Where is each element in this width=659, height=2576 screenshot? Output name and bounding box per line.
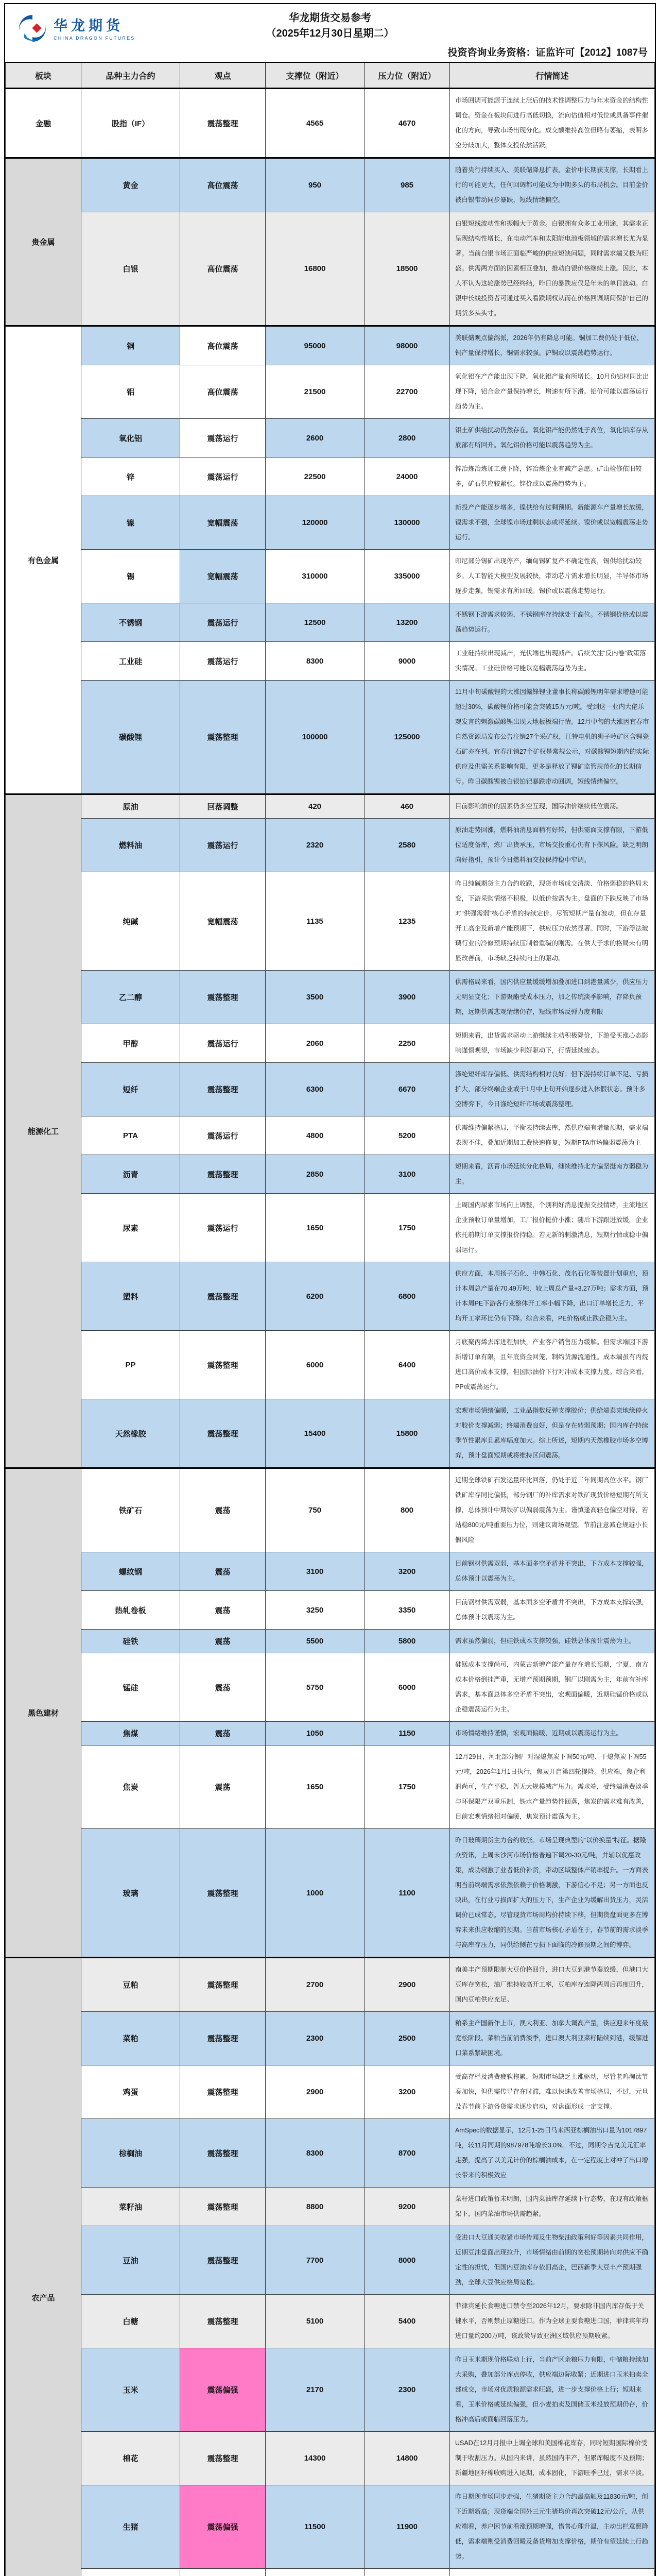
summary-cell: 短期来看，沥青市场延续分化格局，继续维持北方偏坚挺南方弱稳为主。	[450, 1155, 655, 1194]
summary-cell: 11月中旬碳酸锂的大涨因赣锋锂业董事长称碳酸锂明年需求增速可能超过30%，碳酸锂价格可能会突破15万元/吨。受到这一业内大佬乐观发言的刺激碳酸锂出现天地板极端行情。12月中旬的大涨因宜春市自然资源局发布公告注销27个采矿权，江特电机的狮子岭矿区含锂瓷石矿亦在列。宜春注销27个矿权是常规公示，对碳酸锂短期内的实际供应及供需关系影响有限，更多是释放了锂矿监管规范化的长期信号。昨日碳酸锂被白银铂钯暴跌带动回调，短线情绪偏空。	[450, 681, 655, 794]
pressure-cell: 1750	[365, 1745, 450, 1829]
support-cell: 4565	[266, 89, 365, 158]
view-cell: 震荡整理	[180, 1155, 266, 1194]
pressure-cell	[365, 2569, 450, 2576]
pressure-cell: 2250	[365, 1024, 450, 1063]
table-row	[6, 1552, 655, 1591]
summary-cell: 白银短线波动性和振幅大于黄金。白银拥有众多工业用途，其需求正呈现结构性增长，在电动汽车和太阳能电池板领域的需求增长尤为显著。当前白银市场正面临严峻的供应短缺问题，同时需求端又极为旺盛。供需两方面的因素相互叠加，推动白银价格继续上涨。因此，本人不认为这轮涨势已经终结，昨日的暴跌应仅是年末的单日波动。白银中长线投资者可通过买入看跌期权从而在价格回调期间保护自己的期货多头头寸。	[450, 212, 655, 326]
support-cell: 22500	[266, 457, 365, 496]
pressure-cell: 460	[365, 794, 450, 819]
view-cell: 宽幅震荡	[180, 496, 266, 550]
pressure-cell: 2800	[365, 419, 450, 457]
support-cell: 8800	[266, 2188, 365, 2226]
support-cell: 2600	[266, 419, 365, 457]
support-cell: 2900	[266, 2065, 365, 2119]
table-row	[6, 603, 655, 642]
pressure-cell: 1750	[365, 1194, 450, 1262]
view-cell: 震荡整理	[180, 681, 266, 794]
table-row	[6, 212, 655, 326]
commodity-cell: PTA	[81, 1116, 180, 1155]
sector-cell: 能源化工	[6, 794, 81, 1468]
table-row	[6, 1591, 655, 1630]
support-cell: 1050	[266, 1722, 365, 1745]
summary-cell: 目前钢材供需双弱，基本面多空矛盾并不突出，下方成本支撑较强，总体预计以震荡为主。	[450, 1552, 655, 1591]
summary-cell: 随着央行持续买入、美联储降息扩表，金价中长期获支撑，长期看上行的可能更大，任何回调都可能成为中期多头的布局机会。目前金价被白银带动同步暴跌，短线情绪偏空。	[450, 158, 655, 212]
view-cell: 震荡	[180, 1722, 266, 1745]
table-row	[6, 419, 655, 457]
summary-cell: 菲律宾延长食糖进口禁令至2026年12月，要求除非国内库存低于关键水平，否则禁止原糖进口。作为全球主要食糖进口国，菲律宾年均进口量约200万吨，该政策导致亚洲区域供应预期收紧。	[450, 2295, 655, 2348]
table-row	[6, 1063, 655, 1116]
support-cell: 2850	[266, 1155, 365, 1194]
pressure-cell: 6000	[365, 1653, 450, 1722]
support-cell: 14300	[266, 2432, 365, 2485]
commodity-cell: 乙二醇	[81, 971, 180, 1024]
table-row	[6, 1745, 655, 1829]
view-cell: 震荡整理	[180, 2432, 266, 2485]
pressure-cell: 5400	[365, 2295, 450, 2348]
table-row	[6, 1024, 655, 1063]
pressure-cell: 1235	[365, 872, 450, 971]
pressure-cell: 130000	[365, 496, 450, 550]
summary-cell: 氧化铝在产产能出现下降，氧化铝产量有所增长。10月份铝材同比出现下降，铝合金产量保持增长，增速有所下滑。铝价可能以震荡运行趋势为主。	[450, 365, 655, 419]
summary-cell	[450, 2569, 655, 2576]
support-cell: 11500	[266, 2485, 365, 2569]
commodity-cell: PP	[81, 1331, 180, 1399]
support-cell: 8300	[266, 642, 365, 681]
logo-text	[54, 19, 135, 41]
table-row	[6, 681, 655, 794]
commodity-cell: 黄金	[81, 158, 180, 212]
pressure-cell: 985	[365, 158, 450, 212]
commodity-cell: 股指（IF）	[81, 89, 180, 158]
summary-cell: AmSpec的数据显示，12月1-25日马来西亚棕榈油出口量为1017897吨，较11月同期的987978吨增长3.0%。不过，同期令吉兑美元汇率走强，提高了以美元计价的棕榈油成本，在一定程度上对冲了出口增长带来的积极效应	[450, 2119, 655, 2188]
commodity-cell: 碳酸锂	[81, 681, 180, 794]
commodity-cell: 菜籽油	[81, 2188, 180, 2226]
view-cell: 震荡	[180, 1745, 266, 1829]
view-cell: 震荡	[180, 1630, 266, 1653]
table-row	[6, 819, 655, 872]
table-row	[6, 2569, 655, 2576]
sector-cell: 有色金属	[6, 326, 81, 794]
summary-cell: 受进口大豆通关收紧市场传闻及生物柴油政策利好等因素共同作用，近期豆油盘面出现拉升，市场情绪由前期的宽松预期转向对供应不确定性的担忧，但国内豆油库存依旧高企，巴西新季大豆丰产预期强劲，全球大豆供应格局宽松。	[450, 2226, 655, 2295]
sector-cell: 金融	[6, 89, 81, 158]
summary-cell: 涤纶短纤库存偏低、供需结构相对良好；但下游持续订单不足、亏损扩大，部分终端企业或于1月中上旬开始逐步进入休假状态。预计多空博弈下，今日涤纶短纤市场或震荡整理。	[450, 1063, 655, 1116]
commodity-cell: 原油	[81, 794, 180, 819]
commodity-cell: 沥青	[81, 1155, 180, 1194]
column-header-summary: 行情简述	[450, 62, 655, 89]
pressure-cell: 1150	[365, 1722, 450, 1745]
table-row	[6, 1116, 655, 1155]
support-cell: 15400	[266, 1399, 365, 1468]
pressure-cell: 5200	[365, 1116, 450, 1155]
commodity-cell: 豆粕	[81, 1958, 180, 2012]
support-cell: 6200	[266, 1262, 365, 1331]
view-cell: 震荡运行	[180, 642, 266, 681]
pressure-cell: 2300	[365, 2348, 450, 2432]
pressure-cell: 125000	[365, 681, 450, 794]
table-row	[6, 496, 655, 550]
view-cell: 震荡整理	[180, 89, 266, 158]
summary-cell: 印尼部分锡矿出现停产，缅甸锡矿复产不确定性高，锡供给扰动较多。人工智能大模型发展较快，带动芯片需求增长明显，半导体市场逐步走强，锡需求有所回暖。锡价或以震荡走势运行。	[450, 550, 655, 603]
table-row	[6, 2188, 655, 2226]
view-cell: 震荡整理	[180, 1958, 266, 2012]
commodity-cell: 氧化铝	[81, 419, 180, 457]
table-row	[6, 1653, 655, 1722]
summary-cell: USAD在12月月报中上调全球和美国棉花库存，同时短期国际棉价受制于收割压力。从国内来讲，虽然国内丰产，但累库幅度不及预期；新疆地区籽棉收购进入尾期，成本固化，下游旺季已过，需求平淡。	[450, 2432, 655, 2485]
pressure-cell: 4670	[365, 89, 450, 158]
support-cell: 5100	[266, 2295, 365, 2348]
summary-cell: 硅锰成本支撑尚可，内蒙古新增产能产量存在增长预期，宁夏、南方成本价格倒挂严重，无增产预期预期，钢厂以刚需为主，年前有补库需求，基本面总体多空矛盾不突出，宏观面偏暖，近期硅锰价格或以企稳震荡运行为主。	[450, 1653, 655, 1722]
table-row	[6, 1194, 655, 1262]
view-cell: 高位震荡	[180, 365, 266, 419]
summary-cell: 供应方面，本周扬子石化、中韩石化、茂名石化等装置计划重启，预计本周总产量在70.49万吨，较上周总产量+3.27万吨；需求方面，预计本周PE下游各行业整体开工率小幅下降，出口订单增长乏力，平均开工率环比仍有下降。综合来看，PE价格或止跌企稳为主。	[450, 1262, 655, 1331]
view-cell: 震荡整理	[180, 1399, 266, 1468]
pressure-cell: 8000	[365, 2226, 450, 2295]
table-row	[6, 365, 655, 419]
view-cell: 震荡运行	[180, 457, 266, 496]
view-cell: 震荡偏强	[180, 2348, 266, 2432]
column-header-support: 支撑位（附近）	[266, 62, 365, 89]
report-page	[4, 3, 656, 2576]
table-row	[6, 2226, 655, 2295]
table-row	[6, 158, 655, 212]
pressure-cell: 6400	[365, 1331, 450, 1399]
table-row	[6, 89, 655, 158]
summary-cell: 月底聚丙烯去库进程加快，产业客户销售压力缓解。但需求端因下游新增订单有限，且年底资金回笼，制约货源流通性。成本端虽有丙烷进口高价成本支撑，但国际油价下行对冲成本支撑力度。综合来看，PP或震荡运行。	[450, 1331, 655, 1399]
pressure-cell: 14800	[365, 2432, 450, 2485]
commodity-cell: 塑料	[81, 1262, 180, 1331]
summary-cell: 宏观市场情绪偏暖，工业品指数反弹支撑胶价；供给端泰柬地缘停火对胶价支撑减弱；终端消费良好，但是存在转弱预期；国内库存持续季节性累库且累库幅度加大。综上所述，短期内天然橡胶市场多空博弈，预计盘面短期或将维持区间震荡。	[450, 1399, 655, 1468]
summary-cell: 市场回调可能源于连续上涨后的技术性调整压力与年末资金的结构性调仓。资金在板块间进行高低切换，流向估值相对低位或具备事件催化的方向，导致市场出现分化。成交额维持高位但略有萎缩，表明多空分歧加大，整体交投依然活跃。	[450, 89, 655, 158]
commodity-cell: 生猪	[81, 2485, 180, 2569]
commodity-cell: 玉米	[81, 2348, 180, 2432]
commodity-cell: 玻璃	[81, 1829, 180, 1958]
support-cell: 3500	[266, 971, 365, 1024]
summary-cell: 原油走势回涨，燃料油消息面稍有好转，但供需面支撑有限，下游低位适度备库，炼厂出货承压，市场交投重心仍有下探风险。缺乏明朗向好指引，预计今日燃料油交投保持稳中窄调。	[450, 819, 655, 872]
view-cell: 震荡整理	[180, 971, 266, 1024]
view-cell: 震荡整理	[180, 2012, 266, 2065]
summary-cell: 近期全球铁矿石发运量环比回落，仍处于近三年同期高位水平。钢厂铁矿库存同比偏低，部分钢厂的补库需求对铁矿现货价格短期有所支撑，总体预计中期铁矿以偏弱震荡为主。谨慎逢高轻仓偏空对待，若站稳800元/吨重要压力位，则建议离场观望。节前注意减仓规避小长假风险	[450, 1468, 655, 1552]
table-row	[6, 326, 655, 365]
commodity-cell: 短纤	[81, 1063, 180, 1116]
pressure-cell: 2580	[365, 819, 450, 872]
pressure-cell: 8700	[365, 2119, 450, 2188]
support-cell: 6300	[266, 1063, 365, 1116]
table-row	[6, 971, 655, 1024]
view-cell: 震荡整理	[180, 2226, 266, 2295]
commodity-cell: 镍	[81, 496, 180, 550]
commodity-cell: 螺纹钢	[81, 1552, 180, 1591]
support-cell: 950	[266, 158, 365, 212]
commodity-cell: 不锈钢	[81, 603, 180, 642]
commodity-cell: 鸡蛋	[81, 2065, 180, 2119]
summary-cell: 目前钢材供需双弱，基本面多空矛盾并不突出，下方成本支撑较强，总体预计以震荡为主。	[450, 1591, 655, 1630]
support-cell: 750	[266, 1468, 365, 1552]
column-header-pressure: 压力位（附近）	[365, 62, 450, 89]
commodity-cell: 锰硅	[81, 1653, 180, 1722]
view-cell: 震荡运行	[180, 819, 266, 872]
view-cell: 震荡整理	[180, 2188, 266, 2226]
pressure-cell: 15800	[365, 1399, 450, 1468]
support-cell: 5500	[266, 1630, 365, 1653]
summary-cell: 粕系主产国新作上市，澳大利亚、加拿大调高产量，供应迎来年度最宽松阶段。菜粕当前消费淡季，进口澳大利亚菜籽陆续到港，缓解进口菜系紧缺困境。	[450, 2012, 655, 2065]
commodity-cell: 锌	[81, 457, 180, 496]
pressure-cell: 2900	[365, 1958, 450, 2012]
pressure-cell: 24000	[365, 457, 450, 496]
commodity-cell: 天然橡胶	[81, 1399, 180, 1468]
commodity-cell: 甲醇	[81, 1024, 180, 1063]
commodity-cell: 棕榈油	[81, 2119, 180, 2188]
pressure-cell: 6800	[365, 1262, 450, 1331]
commodity-cell: 工业硅	[81, 642, 180, 681]
support-cell: 1650	[266, 1745, 365, 1829]
pressure-cell: 3900	[365, 971, 450, 1024]
support-cell: 2300	[266, 2012, 365, 2065]
table-row	[6, 1331, 655, 1399]
table-row	[6, 1958, 655, 2012]
logo-name-cn: 华龙期货	[54, 19, 135, 34]
table-row	[6, 2485, 655, 2569]
view-cell: 震荡偏强	[180, 2485, 266, 2569]
view-cell: 震荡整理	[180, 1829, 266, 1958]
support-cell: 21500	[266, 365, 365, 419]
summary-cell: 12月29日，河北部分钢厂对湿熄焦炭下调50元/吨、干熄焦炭下调55元/吨，2026年1月1日执行，焦炭开启第四轮提降。供应端，焦企利润尚可，生产平稳，暂无大规模减产压力。需求端，受终端消费淡季与环保限产双重压制，铁水产量趋势性回落，焦炭的需求难有改善，目前宏观情绪相对偏暖，焦炭预计震荡为主。	[450, 1745, 655, 1829]
support-cell: 4800	[266, 1116, 365, 1155]
support-cell: 420	[266, 794, 365, 819]
summary-cell: 新投产产能逐步增多，镍供给有过剩预期。新能源车产量增长放缓，镍需求不强，全球镍市场过剩状态或将延续。镍价或以宽幅震荡走势运行。	[450, 496, 655, 550]
support-cell: 2170	[266, 2348, 365, 2432]
table-row	[6, 2348, 655, 2432]
view-cell: 震荡整理	[180, 1262, 266, 1331]
support-cell: 1650	[266, 1194, 365, 1262]
table-row	[6, 1722, 655, 1745]
view-cell: 震荡运行	[180, 1024, 266, 1063]
view-cell: 震荡运行	[180, 419, 266, 457]
commodity-cell	[81, 2569, 180, 2576]
pressure-cell: 6670	[365, 1063, 450, 1116]
pressure-cell: 9000	[365, 642, 450, 681]
commodity-cell: 白糖	[81, 2295, 180, 2348]
table-row	[6, 2065, 655, 2119]
support-cell: 6000	[266, 1331, 365, 1399]
table-row	[6, 1829, 655, 1958]
view-cell: 震荡整理	[180, 2065, 266, 2119]
view-cell: 震荡整理	[180, 2295, 266, 2348]
commodity-cell: 热轧卷板	[81, 1591, 180, 1630]
summary-cell: 供需格局来看，国内供应量缓缓增加叠加进口到港量减少，供应压力无明显变化；下游聚酯受成本压力，加之传统淡季影响，存降负预期，远期供需悲观情绪仍存，短线市场反弹力度有限	[450, 971, 655, 1024]
pressure-cell: 3100	[365, 1155, 450, 1194]
summary-cell: 南美丰产预期限制大豆价格回升，进口大豆到港节奏放缓，但港口大豆库存宽松，油厂维持较高开工率，豆粕库存连降两周后再度回升，国内豆粕供应充足。	[450, 1958, 655, 2012]
table-row	[6, 794, 655, 819]
support-cell: 7700	[266, 2226, 365, 2295]
view-cell: 高位震荡	[180, 326, 266, 365]
commodity-cell: 焦煤	[81, 1722, 180, 1745]
support-cell: 310000	[266, 550, 365, 603]
sector-cell: 贵金属	[6, 158, 81, 326]
commodity-cell: 铁矿石	[81, 1468, 180, 1552]
table-row	[6, 2432, 655, 2485]
pressure-cell: 22700	[365, 365, 450, 419]
sector-cell: 农产品	[6, 1958, 81, 2576]
view-cell: 高位震荡	[180, 212, 266, 326]
view-cell: 震荡整理	[180, 1331, 266, 1399]
summary-cell: 目前影响油价的因素仍多空互现，国际油价继续低位震荡。	[450, 794, 655, 819]
summary-cell: 美联储观点偏鸽派，2026年仍有降息可能。铜加工费仍处于低位，铜产量保持增长，铜需求较强。沪铜或以震荡趋势运行。	[450, 326, 655, 365]
summary-cell: 受高存栏及消费疲软拖累，短期市场缺乏上涨驱动，尽管老鸡淘汰节奏加快，但供需传导存在时滞，难以快速改善市场格局，不过，元旦及春节前下游备货需求逐步启动，对盘面形成一定支撑。	[450, 2065, 655, 2119]
table-row	[6, 1262, 655, 1331]
column-header-contract: 品种主力合约	[81, 62, 180, 89]
report-header	[5, 4, 655, 62]
pressure-cell: 2500	[365, 2012, 450, 2065]
view-cell: 震荡	[180, 1591, 266, 1630]
view-cell: 震荡整理	[180, 2119, 266, 2188]
pressure-cell: 18500	[365, 212, 450, 326]
commodity-cell: 白银	[81, 212, 180, 326]
support-cell: 3100	[266, 1552, 365, 1591]
pressure-cell: 5800	[365, 1630, 450, 1653]
support-cell: 100000	[266, 681, 365, 794]
summary-cell: 不锈钢下游需求较弱，不锈钢库存持续处于高位。不锈钢价格或以震荡趋势运行。	[450, 603, 655, 642]
summary-cell: 昨日期现市场同步走强，生猪期货主力合约最高触及11830元/吨，创下近期新高；现货端全国外三元生猪均价再次突破12元/公斤，从供应端看，养户因节前看涨预期增强，惜售心理升温，主动出栏意愿降低，需求端则受消费回暖及备货增加支撑价格，期价有望延续上行趋势。	[450, 2485, 655, 2569]
page-title: 华龙期货交易参考	[5, 10, 655, 26]
support-cell: 2700	[266, 1958, 365, 2012]
logo-name-en: CHINA DRAGON FUTURES	[54, 36, 135, 41]
table-header	[6, 62, 655, 89]
view-cell: 震荡运行	[180, 1194, 266, 1262]
commodity-cell: 豆油	[81, 2226, 180, 2295]
pressure-cell: 3200	[365, 2065, 450, 2119]
support-cell: 1135	[266, 872, 365, 971]
support-cell: 16800	[266, 212, 365, 326]
table-row	[6, 550, 655, 603]
page	[0, 3, 659, 2576]
view-cell: 宽幅震荡	[180, 872, 266, 971]
support-cell: 2060	[266, 1024, 365, 1063]
pressure-cell: 98000	[365, 326, 450, 365]
view-cell	[180, 2569, 266, 2576]
summary-cell: 昨日玻璃期货主力合约收涨。市场呈现典型的“以价换量”特征。据隆众资讯，上周末沙河市场价格普遍下调20-30元/吨，并辅以优惠政策，成功刺激了业者低价补货，带动区域整体产销率提升。一方面表明当前终端需求依然依赖于价格刺激，下游信心不足；另一方面也反映出，在行业亏损面扩大的压力下，生产企业为缓解出货压力，灵活调价已成常态。尽管现货市场周均价持续下移，但期货盘面更多在博弈未来供应收缩的预期。当前市场核心矛盾在于，春节前的需求淡季与高库存压力，同供给侧在亏损下面临的冷修预期之间的博弈。	[450, 1829, 655, 1958]
commodity-cell: 菜粕	[81, 2012, 180, 2065]
column-header-sector: 板块	[6, 62, 81, 89]
table-row	[6, 2119, 655, 2188]
pressure-cell: 800	[365, 1468, 450, 1552]
pressure-cell: 3350	[365, 1591, 450, 1630]
commodity-cell: 尿素	[81, 1194, 180, 1262]
summary-cell: 铝土矿供给扰动仍然存在。氧化铝产能仍然处于高位，氧化铝库存从底部有所回升。氧化铝价格可能以震荡趋势为主。	[450, 419, 655, 457]
summary-cell: 供需维持偏紧格局，平衡表持续去库，然供应端有增量预期，需求端表现不佳，叠加近期加工费快速修复，短期PTA市场偏弱震荡为主	[450, 1116, 655, 1155]
header-row	[6, 62, 655, 89]
support-cell: 12500	[266, 603, 365, 642]
table-row	[6, 2295, 655, 2348]
support-cell: 95000	[266, 326, 365, 365]
commodity-cell: 硅铁	[81, 1630, 180, 1653]
view-cell: 震荡	[180, 1468, 266, 1552]
pressure-cell: 11900	[365, 2485, 450, 2569]
support-cell: 3250	[266, 1591, 365, 1630]
table-row	[6, 1155, 655, 1194]
commodity-cell: 纯碱	[81, 872, 180, 971]
table-row	[6, 1468, 655, 1552]
support-cell: 120000	[266, 496, 365, 550]
commodity-cell: 铜	[81, 326, 180, 365]
commodity-cell: 焦炭	[81, 1745, 180, 1829]
view-cell: 震荡运行	[180, 603, 266, 642]
view-cell: 震荡	[180, 1653, 266, 1722]
table-row	[6, 1630, 655, 1653]
pressure-cell: 9200	[365, 2188, 450, 2226]
commodity-cell: 棉花	[81, 2432, 180, 2485]
summary-cell: 昨日纯碱期货主力合约收跌，现货市场成交清淡、价格弱稳的格局未变，下游采购情绪不积极，以低价按需为主。盘面的下跌反映了市场对“供强需弱”核心矛盾的持续定价。尽管短期产量有波动，但在存量开工高企及新增产能预期下，供应压力依然显著。同时，下游浮法玻璃行业的冷修预期持续压制着重碱的刚需。在供大于求的格局未有明显改善前，市场缺乏持续向上的驱动。	[450, 872, 655, 971]
table-row	[6, 642, 655, 681]
pressure-cell: 1100	[365, 1829, 450, 1958]
commodity-cell: 燃料油	[81, 819, 180, 872]
company-logo	[16, 12, 135, 47]
summary-cell: 需求虽然偏弱，但硅铁成本支撑较强，硅铁总体预计震荡为主。	[450, 1630, 655, 1653]
view-cell: 震荡	[180, 1552, 266, 1591]
commodity-cell: 锡	[81, 550, 180, 603]
table-row	[6, 1399, 655, 1468]
support-cell: 8300	[266, 2119, 365, 2188]
commodity-cell: 铝	[81, 365, 180, 419]
view-cell: 震荡运行	[180, 1116, 266, 1155]
summary-cell: 市场情绪维持谨慎，宏观面偏暖，近期或以震荡运行为主。	[450, 1722, 655, 1745]
sector-cell: 黑色建材	[6, 1468, 81, 1958]
pressure-cell: 335000	[365, 550, 450, 603]
support-cell	[266, 2569, 365, 2576]
view-cell: 高位震荡	[180, 158, 266, 212]
view-cell: 回落调整	[180, 794, 266, 819]
dragon-logo-icon	[16, 12, 48, 47]
credential-text: 投资咨询业务资格：证监许可【2012】1087号	[447, 45, 648, 59]
pressure-cell: 3200	[365, 1552, 450, 1591]
table-row	[6, 457, 655, 496]
pressure-cell: 13200	[365, 603, 450, 642]
support-cell: 2320	[266, 819, 365, 872]
support-cell: 1000	[266, 1829, 365, 1958]
table-row	[6, 2012, 655, 2065]
table-body	[6, 89, 655, 2576]
summary-cell: 菜籽进口政策暂未明朗，国内菜油库存延续下行态势，在现有政策框架下，国内菜油市场供需趋紧。	[450, 2188, 655, 2226]
view-cell: 宽幅震荡	[180, 550, 266, 603]
summary-cell: 工业硅持续出现减产，光伏端也出现减产。后续关注“反内卷”政策落实情况。工业硅价格可能以宽幅震荡趋势为主。	[450, 642, 655, 681]
column-header-view: 观点	[180, 62, 266, 89]
summary-cell: 短期来看，出货需求驱动上游继续主动积极降价，下游受买涨心态影响谨慎观望，市场缺少利好驱动下，行情延续疲态。	[450, 1024, 655, 1063]
summary-cell: 上周国内尿素市场向上调整，个别利好消息提振交投情绪，主流地区企业预收订单量增加，工厂报价挺价小涨；随后下游跟进放缓，企业依托前期订单支撑报价持稳。若无新的刺激消息，短期行情或稳中偏弱运行。	[450, 1194, 655, 1262]
support-cell: 5750	[266, 1653, 365, 1722]
report-date: （2025年12月30日星期二）	[5, 26, 655, 41]
table-row	[6, 872, 655, 971]
view-cell: 震荡整理	[180, 1063, 266, 1116]
reference-table	[5, 62, 655, 2576]
summary-cell: 昨日玉米期现价格联动上行，当前产区余粮压力有限，中储粮持续加大采购，叠加部分库点停收，供应端边际收紧；近期进口玉米拍卖全部成交，市场对优质粮源需求旺盛，进一步支撑价格上行；短期来看，玉米价格或延续偏强，但小麦拍卖及国储玉米投放预期仍存，价格冲高后或面临回落压力。	[450, 2348, 655, 2432]
summary-cell: 锌冶炼冶炼加工费下降，锌冶炼企业有减产意愿。矿山检修依旧较多，矿石供应较紧张。锌价或以震荡趋势为主。	[450, 457, 655, 496]
